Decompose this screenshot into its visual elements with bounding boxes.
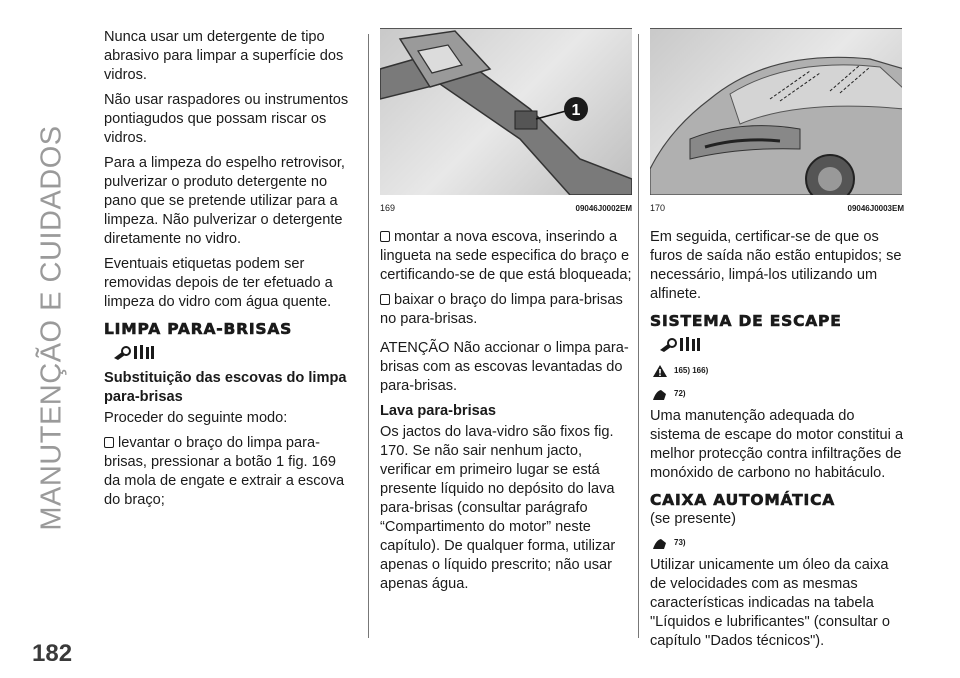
figure-code: 09046J0002EM [575,204,632,213]
column-divider [638,34,639,638]
paragraph: Para a limpeza do espelho retrovisor, pulverizar o produto detergente no pano que se pretende utilizar para a limpeza. Não pulverizar o detergente diretamente no vidro. [104,155,345,247]
subheading: Substituição das escovas do limpa para-brisas [104,370,347,405]
reference-row [652,361,904,380]
bullet-icon [380,231,390,242]
column-2 [380,28,632,600]
bullet-item: baixar o braço do limpa para-brisas no para-brisas. [380,292,623,327]
figure-170-car-washer-jets [650,28,902,195]
figure-169-wiper-blade [380,28,632,195]
reference-row [652,384,904,403]
reference-numbers: 165) 166) [674,366,709,375]
figure-number: 169 [380,203,396,213]
figure-number: 170 [650,203,666,213]
paragraph: Não usar raspadores ou instrumentos pontiagudos que possam riscar os vidros. [104,92,349,146]
section-note: (se presente) [650,511,736,527]
paragraph: Proceder do seguinte modo: [104,410,288,426]
bullet-item: montar a nova escova, inserindo a lingueta na sede especifica do braço e certificando-se de que está bloqueada; [380,229,632,283]
column-3 [650,28,904,657]
reference-row [652,533,904,552]
caution-hand-icon [652,536,668,550]
car-front-illustration [650,29,902,195]
maintenance-tool-icon [658,335,702,353]
section-heading: LIMPA PARA-BRISAS [104,320,293,338]
section-heading: CAIXA AUTOMÁTICA [650,491,836,509]
bullet-item: levantar o braço do limpa para-brisas, pressionar a botão 1 fig. 169 da mola de engate e extrair a escova do braço; [104,435,345,508]
wiper-blade-illustration [380,29,632,195]
paragraph: Uma manutenção adequada do sistema de escape do motor constitui a melhor protecção contra infiltrações de monóxido de carbono no habitáculo. [650,408,904,481]
subheading: Lava para-brisas [380,403,497,419]
reference-numbers: 72) [674,389,686,398]
section-heading: SISTEMA DE ESCAPE [650,312,842,330]
figure-caption [380,199,632,218]
paragraph: Eventuais etiquetas podem ser removidas depois de ter efetuado a limpeza do vidro com água quente. [104,256,333,310]
callout-number: 1 [571,102,581,119]
caution-hand-icon [652,387,668,401]
chapter-side-title: MANUTENÇÃO E CUIDADOS [35,125,68,531]
column-divider [368,34,369,638]
paragraph: Utilizar unicamente um óleo da caixa de velocidades com as mesmas características indicadas na tabela "Líquidos e lubrificantes" (consultar o capítulo "Dados técnicos"). [650,557,890,649]
reference-numbers: 73) [674,538,686,547]
figure-caption [650,199,904,218]
page-number: 182 [32,640,73,667]
bullet-icon [380,294,390,305]
maintenance-tool-icon [112,343,156,361]
bullet-icon [104,437,114,448]
paragraph: Em seguida, certificar-se de que os furos de saída não estão entupidos; se necessário, limpá-los utilizando um alfinete. [650,229,902,302]
paragraph: Os jactos do lava-vidro são fixos fig. 170. Se não sair nenhum jacto, verificar em primeiro lugar se está presente líquido no depósito do lava para-brisas (consultar parágrafo “Compartimento do motor” neste capítulo). De qualquer forma, utilizar apenas o líquido prescrito; não usar apenas água. [380,424,616,592]
column-1 [104,28,356,516]
paragraph: Nunca usar um detergente de tipo abrasivo para limpar a superfície dos vidros. [104,29,344,83]
paragraph: ATENÇÃO Não accionar o limpa para-brisas com as escovas levantadas do para-brisas. [380,340,629,394]
figure-code: 09046J0003EM [847,204,904,213]
warning-triangle-icon [652,364,668,378]
